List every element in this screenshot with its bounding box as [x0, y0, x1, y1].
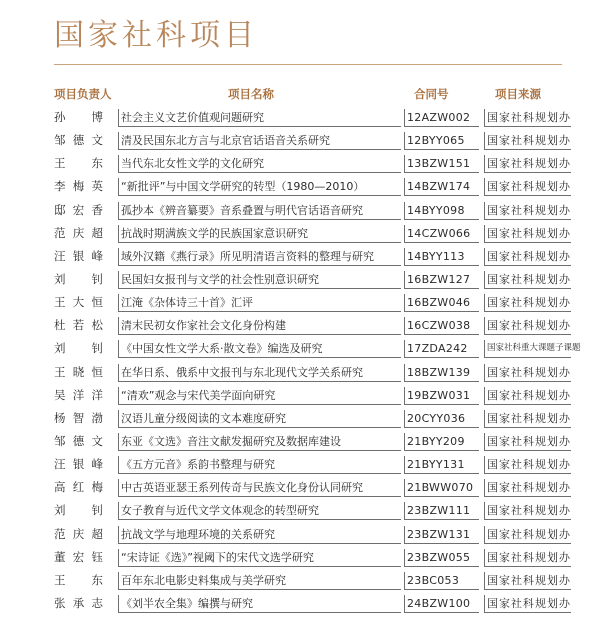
- project-source: 国家社科规划办: [484, 155, 571, 173]
- contract-number: 17ZDA242: [404, 340, 479, 358]
- project-leader: 王大恒: [54, 295, 104, 310]
- contract-number: 14CZW066: [404, 225, 479, 243]
- contract-number: 23BC053: [404, 572, 479, 590]
- project-leader: 刘钊: [54, 341, 104, 356]
- table-row: [54, 453, 571, 476]
- table-row: [54, 129, 571, 152]
- project-leader: 汪银峰: [54, 457, 104, 472]
- table-row: [54, 337, 581, 360]
- project-source: 国家社科规划办: [484, 132, 571, 150]
- table-row: [54, 314, 571, 337]
- project-leader: 董宏钰: [54, 549, 104, 564]
- table-row: [54, 175, 571, 198]
- project-leader: 王晓恒: [54, 364, 104, 379]
- contract-number: 18BZW139: [404, 364, 479, 382]
- contract-number: 16BZW127: [404, 271, 479, 289]
- contract-number: 23BZW111: [404, 502, 479, 520]
- project-source: 国家社科规划办: [484, 456, 571, 474]
- table-row: [54, 523, 571, 546]
- table-row: [54, 291, 571, 314]
- project-source: 国家社科规划办: [484, 202, 571, 220]
- project-name: 当代东北女性文学的文化研究: [118, 155, 401, 173]
- header-leader: 项目负责人: [54, 87, 112, 101]
- title-divider: [54, 64, 562, 65]
- contract-number: 24BZW100: [404, 595, 479, 613]
- project-source: 国家社科规划办: [484, 479, 571, 497]
- table-row: [54, 384, 571, 407]
- contract-number: 14BYY098: [404, 202, 479, 220]
- contract-number: 13BZW151: [404, 155, 479, 173]
- project-leader: 刘钊: [54, 271, 104, 286]
- project-leader: 王东: [54, 572, 104, 587]
- project-source: 国家社科规划办: [484, 248, 571, 266]
- contract-number: 21BYY209: [404, 433, 479, 451]
- table-row: [54, 499, 571, 522]
- table-row: [54, 476, 571, 499]
- project-source: 国家社科规划办: [484, 433, 571, 451]
- table-row: [54, 199, 571, 222]
- table-body: [54, 106, 581, 615]
- contract-number: 23BZW131: [404, 526, 479, 544]
- project-name: 《刘半农全集》编撰与研究: [118, 595, 401, 613]
- project-name: 《中国女性文学大系·散文卷》编选及研究: [118, 340, 401, 358]
- contract-number: 21BYY131: [404, 456, 479, 474]
- project-leader: 李梅英: [54, 179, 104, 194]
- project-name: 女子教育与近代文学文体观念的转型研究: [118, 502, 401, 520]
- project-leader: 王东: [54, 156, 104, 171]
- header-project-name: 项目名称: [228, 87, 274, 101]
- project-name: 东亚《文选》音注文献发掘研究及数据库建设: [118, 433, 401, 451]
- project-name: “新批评”与中国文学研究的转型（1980—2010）: [118, 178, 401, 196]
- project-name: 社会主义文艺价值观问题研究: [118, 109, 401, 127]
- contract-number: 20CYY036: [404, 410, 479, 428]
- contract-number: 14BYY113: [404, 248, 479, 266]
- contract-number: 19BZW031: [404, 387, 479, 405]
- table-row: [54, 407, 571, 430]
- table-row: [54, 546, 571, 569]
- project-leader: 邸宏香: [54, 202, 104, 217]
- contract-number: 21BWW070: [404, 479, 479, 497]
- project-leader: 汪银峰: [54, 248, 104, 263]
- table-row: [54, 569, 571, 592]
- projects-table: [54, 82, 581, 615]
- project-name: 汉语儿童分级阅读的文本难度研究: [118, 410, 401, 428]
- project-name: 清末民初女作家社会文化身份构建: [118, 317, 401, 335]
- project-leader: 孙博: [54, 110, 104, 124]
- project-leader: 杨智渤: [54, 410, 104, 425]
- project-source: 国家社科规划办: [484, 364, 571, 382]
- table-row: [54, 430, 571, 453]
- header-contract-number: 合同号: [414, 87, 449, 101]
- project-name: 清及民国东北方言与北京官话语音关系研究: [118, 132, 401, 150]
- table-row: [54, 152, 571, 175]
- project-leader: 吴洋洋: [54, 387, 104, 402]
- project-source: 国家社科规划办: [484, 317, 571, 335]
- project-source: 国家社科规划办: [484, 109, 571, 127]
- project-source: 国家社科规划办: [484, 271, 571, 289]
- contract-number: 16CZW038: [404, 317, 479, 335]
- project-leader: 邹德文: [54, 433, 104, 448]
- project-source: 国家社科规划办: [484, 526, 571, 544]
- header-project-source: 项目来源: [495, 87, 541, 101]
- page-title: 国家社科项目: [54, 18, 258, 53]
- project-name: 抗战时期满族文学的民族国家意识研究: [118, 225, 401, 243]
- table-row: [54, 592, 571, 615]
- project-source: 国家社科规划办: [484, 549, 571, 567]
- project-name: 域外汉籍《燕行录》所见明清语言资料的整理与研究: [118, 248, 401, 266]
- project-name: 抗战文学与地理环境的关系研究: [118, 526, 401, 544]
- project-leader: 高红梅: [54, 480, 104, 495]
- project-source: 国家社科规划办: [484, 178, 571, 196]
- project-name: 中古英语亚瑟王系列传奇与民族文化身份认同研究: [118, 479, 401, 497]
- project-name: 江淹《杂体诗三十首》汇评: [118, 294, 401, 312]
- project-leader: 邹德文: [54, 133, 104, 148]
- table-row: [54, 222, 571, 245]
- project-source: 国家社科规划办: [484, 294, 571, 312]
- project-leader: 杜若松: [54, 318, 104, 333]
- table-row: [54, 361, 571, 384]
- project-leader: 范庆超: [54, 225, 104, 240]
- table-header: [54, 82, 566, 104]
- project-source: 国家社科规划办: [484, 387, 571, 405]
- contract-number: 23BZW055: [404, 549, 479, 567]
- project-name: 《五方元音》系韵书整理与研究: [118, 456, 401, 474]
- project-source: 国家社科规划办: [484, 225, 571, 243]
- contract-number: 16BZW046: [404, 294, 479, 312]
- project-leader: 张承志: [54, 595, 104, 610]
- project-source: 国家社科规划办: [484, 410, 571, 428]
- table-row: [54, 106, 571, 129]
- project-leader: 范庆超: [54, 526, 104, 541]
- contract-number: 12BYY065: [404, 132, 479, 150]
- project-leader: 刘钊: [54, 503, 104, 518]
- project-source: 国家社科规划办: [484, 595, 571, 613]
- project-name: “清欢”观念与宋代美学面向研究: [118, 387, 401, 405]
- project-name: 在华日系、俄系中文报刊与东北现代文学关系研究: [118, 364, 401, 382]
- table-row: [54, 245, 571, 268]
- project-source: 国家社科重大课题子课题: [484, 340, 571, 358]
- table-row: [54, 268, 571, 291]
- contract-number: 14BZW174: [404, 178, 479, 196]
- project-name: 孤抄本《辨音纂要》音系叠置与明代官话语音研究: [118, 202, 401, 220]
- project-name: 民国妇女报刊与文学的社会性别意识研究: [118, 271, 401, 289]
- project-name: 百年东北电影史料集成与美学研究: [118, 572, 401, 590]
- contract-number: 12AZW002: [404, 109, 479, 127]
- project-source: 国家社科规划办: [484, 572, 571, 590]
- project-source: 国家社科规划办: [484, 502, 571, 520]
- project-name: “宋诗证《选》”视阈下的宋代文选学研究: [118, 549, 401, 567]
